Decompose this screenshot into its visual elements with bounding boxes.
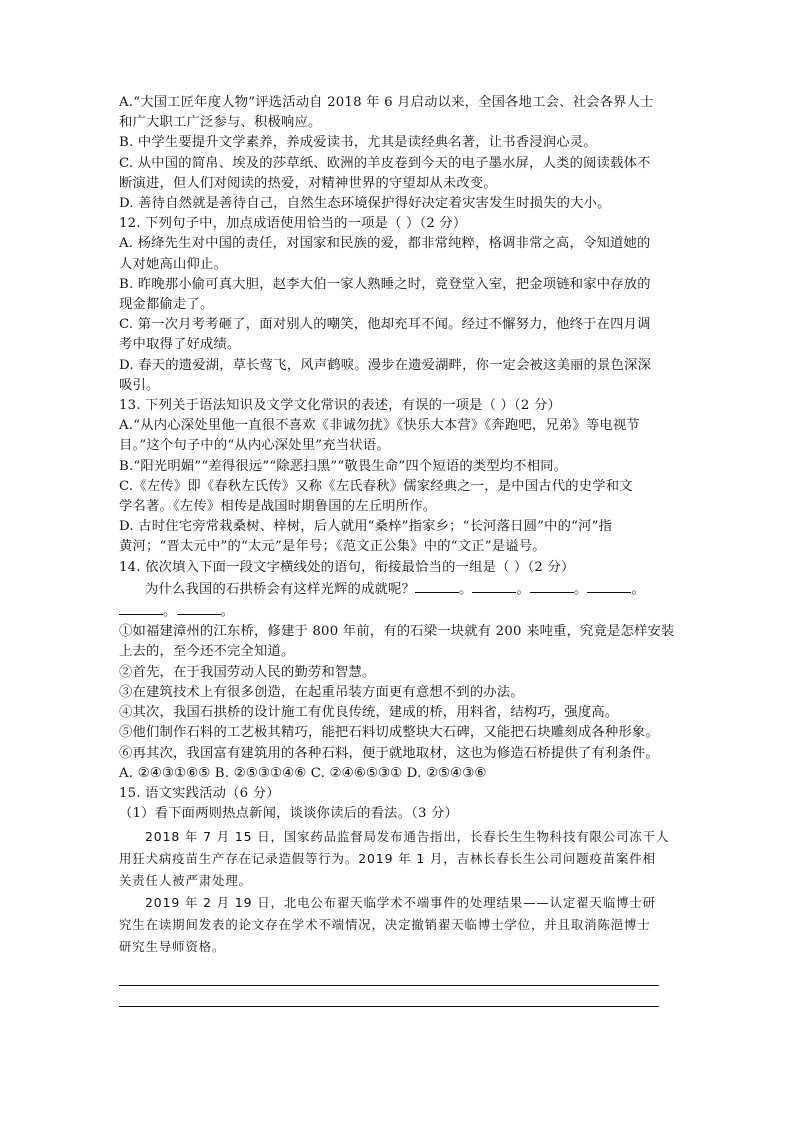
news-1-line: 用狂犬病疫苗生产存在记录造假等行为。2019 年 1 月，吉林长春长生公司问题疫苗案件相 [119,851,656,867]
q14-item: ⑤他们制作石料的工艺极其精巧，能把石料切成整块大石碑，又能把石块雕刻成各种形象。 [119,725,659,741]
question-13 [119,396,679,558]
blank-sep: 。 [573,581,588,597]
q14-item: ①如福建漳州的江东桥，修建于 800 年前，有的石梁一块就有 200 来吨重，究竟是怎样安装 [119,624,675,640]
question-15 [119,784,679,958]
q12-line: 人对她高山仰止。 [119,256,227,272]
q12-line: 吸引。 [119,377,160,393]
q13-line: C.《左传》即《春秋左氏传》又称《左氏春秋》儒家经典之一，是中国古代的史学和文 [119,478,633,494]
answer-line[interactable] [119,985,659,986]
q14-item: ④其次，我国石拱桥的设计施工有优良传统，建成的桥，用料省，结构巧，强度高。 [119,705,619,721]
q15-subquestion: （1）看下面两则热点新闻，谈谈你读后的看法。（3 分） [119,806,459,822]
answer-line[interactable] [119,1006,659,1007]
q11-line: 断演进，但人们对阅读的热爱，对精神世界的守望却从未改变。 [119,175,497,191]
q13-line: 学名著。《左传》相传是战国时期鲁国的左丘明所作。 [119,499,437,515]
q14-question: 为什么我国的石拱桥会有这样光辉的成就呢？ [145,581,415,597]
q12-line: B. 昨晚那小偷可真大胆，赵李大伯一家人熟睡之时，竟登堂入室，把金项链和家中存放的 [119,276,651,292]
q11-line: C. 从中国的简帛、埃及的莎草纸、欧洲的羊皮卷到今天的电子墨水屏，人类的阅读载体不 [119,155,651,171]
q13-line: 目。”这个句子中的“从内心深处里”充当状语。 [119,438,390,454]
blank-sep: 。 [458,581,473,597]
blank-sep: 。 [516,581,530,597]
q13-line: B.“阳光明媚”“差得很远”“除恶扫黑”“敬畏生命”四个短语的类型均不相同。 [119,458,568,474]
news-1-line: 2018 年 7 月 15 日，国家药品监督局发布通告指出，长春长生生物科技有限公司冻干人 [145,829,670,845]
fill-blank[interactable] [587,578,631,593]
exam-page [119,93,679,958]
q14-item: ③在建筑技术上有很多创造，在起重吊装方面更有意想不到的办法。 [119,684,524,700]
news-2-line: 究生在读期间发表的论文存在学术不端情况，决定撤销翟天临博士学位，并且取消陈浥博士 [119,917,651,933]
q11-line: B. 中学生要提升文学素养，养成爱读书，尤其是读经典名著，让书香浸润心灵。 [119,135,597,151]
q14-item: ②首先，在于我国劳动人民的勤劳和智慧。 [119,664,376,680]
question-stem: 12. 下列句子中，加点成语使用恰当的一项是（ ）（2 分） [119,216,467,232]
q11-options [119,93,679,214]
fill-blank[interactable] [472,578,516,593]
q14-item: 上去的，至今还不完全知道。 [119,644,295,660]
fill-blank[interactable] [119,600,163,615]
question-stem: 13. 下列关于语法知识及文学文化常识的表述，有误的一项是（ ）（2 分） [119,398,561,414]
q14-passage [119,578,679,600]
q13-line: D. 古时住宅旁常栽桑树、梓树，后人就用“桑梓”指家乡；“长河落日圆”中的“河”指 [119,519,613,535]
q13-line: A.“从内心深处里他一直很不喜欢《非诚勿扰》《快乐大本营》《奔跑吧，兄弟》等电视节 [119,418,640,434]
blank-sep: 。 [163,604,177,620]
blank-sep: 。 [220,604,234,620]
q14-passage-cont [119,600,679,622]
q11-line: D. 善待自然就是善待自己，自然生态环境保护得好决定着灾害发生时损失的大小。 [119,196,611,212]
q12-line: A. 杨绛先生对中国的责任，对国家和民族的爱，都非常纯粹，格调非常之高，令知道她的 [119,236,651,252]
fill-blank[interactable] [177,600,221,615]
fill-blank[interactable] [530,578,574,593]
q12-line: D. 春天的遗爱湖，草长莺飞，风声鹤唳。漫步在遗爱湖畔，你一定会被这美丽的景色深深 [119,357,652,373]
news-2-line: 2019 年 2 月 19 日，北电公布翟天临学术不端事件的处理结果——认定翟天临博士研 [145,895,656,911]
question-14 [119,558,679,784]
q14-choices: A. ②④③①⑥⑤ B. ②⑤③①④⑥ C. ②④⑥⑤③① D. ②⑤④③⑥ [119,765,487,781]
q12-line: 考中取得了好成绩。 [119,337,241,353]
question-stem: 14. 依次填入下面一段文字横线处的语句，衔接最恰当的一组是（ ）（2 分） [119,559,575,575]
q12-line: 现金都偷走了。 [119,297,214,313]
q12-line: C. 第一次月考考砸了，面对别人的嘲笑，他却充耳不闻。经过不懈努力，他终于在四月调 [119,317,651,333]
question-stem: 15. 语文实践活动（6 分） [119,785,280,801]
question-12 [119,214,679,396]
fill-blank[interactable] [415,578,459,593]
news-2-line: 研究生导师资格。 [119,939,226,955]
news-1-line: 关责任人被严肃处理。 [119,873,252,889]
q14-item: ⑥再其次，我国富有建筑用的各种石料，便于就地取材，这也为修造石桥提供了有利条件。 [119,745,659,761]
q13-line: 黄河；“晋太元中”的“太元”是年号；《范文正公集》中的“文正”是谥号。 [119,539,546,555]
q11-line: 和广大职工广泛参与、积极响应。 [119,115,322,131]
blank-sep: 。 [631,581,645,597]
q11-line: A.“大国工匠年度人物”评选活动自 2018 年 6 月启动以来，全国各地工会、社会各界人士 [119,95,654,110]
